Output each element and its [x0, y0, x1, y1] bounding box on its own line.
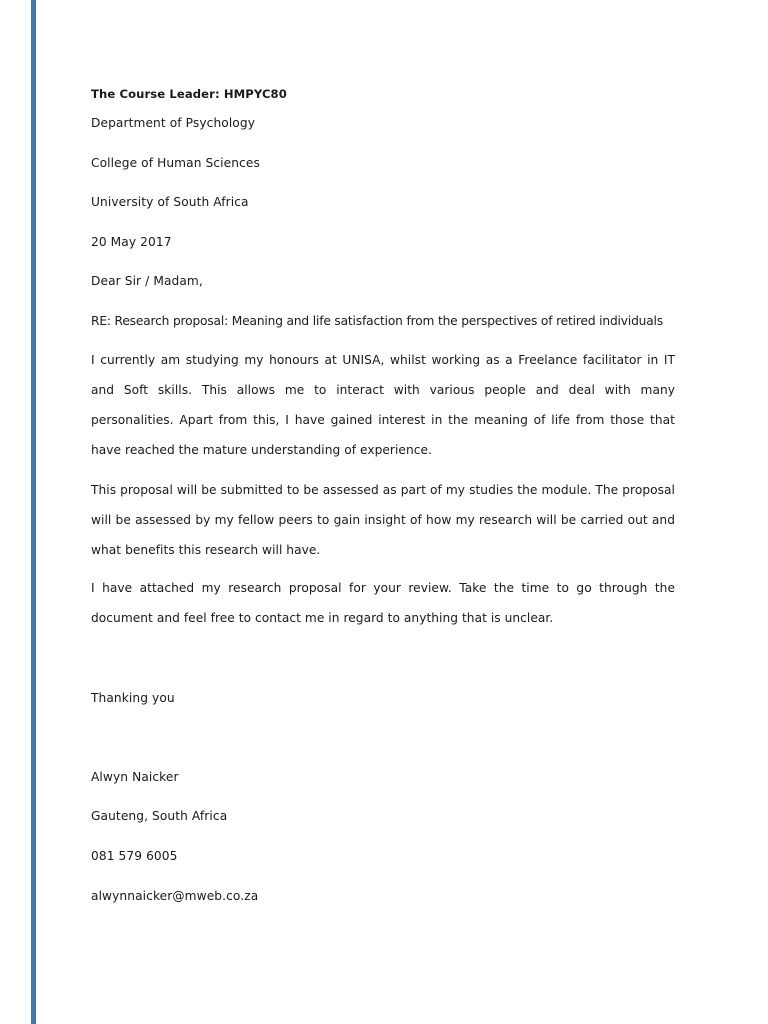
body-paragraph-3: I have attached my research proposal for your review. Take the time to go through the document and feel free to contact me in regard to anything that is unclear. [91, 581, 675, 625]
subject-line: RE: Research proposal: Meaning and life satisfaction from the perspectives of retired individuals [91, 314, 663, 328]
body-paragraph-2: This proposal will be submitted to be assessed as part of my studies the module. The proposal will be assessed by my fellow peers to gain insight of how my research will be carried out and what benefits this research will have. [91, 483, 675, 557]
sender-location: Gauteng, South Africa [91, 809, 228, 823]
letter-date: 20 May 2017 [91, 235, 172, 249]
recipient-department: Department of Psychology [91, 116, 256, 130]
closing: Thanking you [91, 691, 175, 705]
sender-name: Alwyn Naicker [91, 770, 179, 784]
body-paragraph-1: I currently am studying my honours at UNISA, whilst working as a Freelance facilitator in IT and Soft skills. This allows me to interact with various people and deal with many personalities. Apart from this, I have gained interest in the meaning of life from those that have reached the mature understanding of experience. [91, 353, 675, 457]
salutation: Dear Sir / Madam, [91, 274, 203, 288]
sender-email: alwynnaicker@mweb.co.za [91, 889, 259, 903]
recipient-college: College of Human Sciences [91, 156, 260, 170]
recipient-university: University of South Africa [91, 195, 249, 209]
sender-phone: 081 579 6005 [91, 849, 178, 863]
margin-rule [31, 0, 36, 1024]
recipient-title: The Course Leader: HMPYC80 [91, 87, 287, 101]
